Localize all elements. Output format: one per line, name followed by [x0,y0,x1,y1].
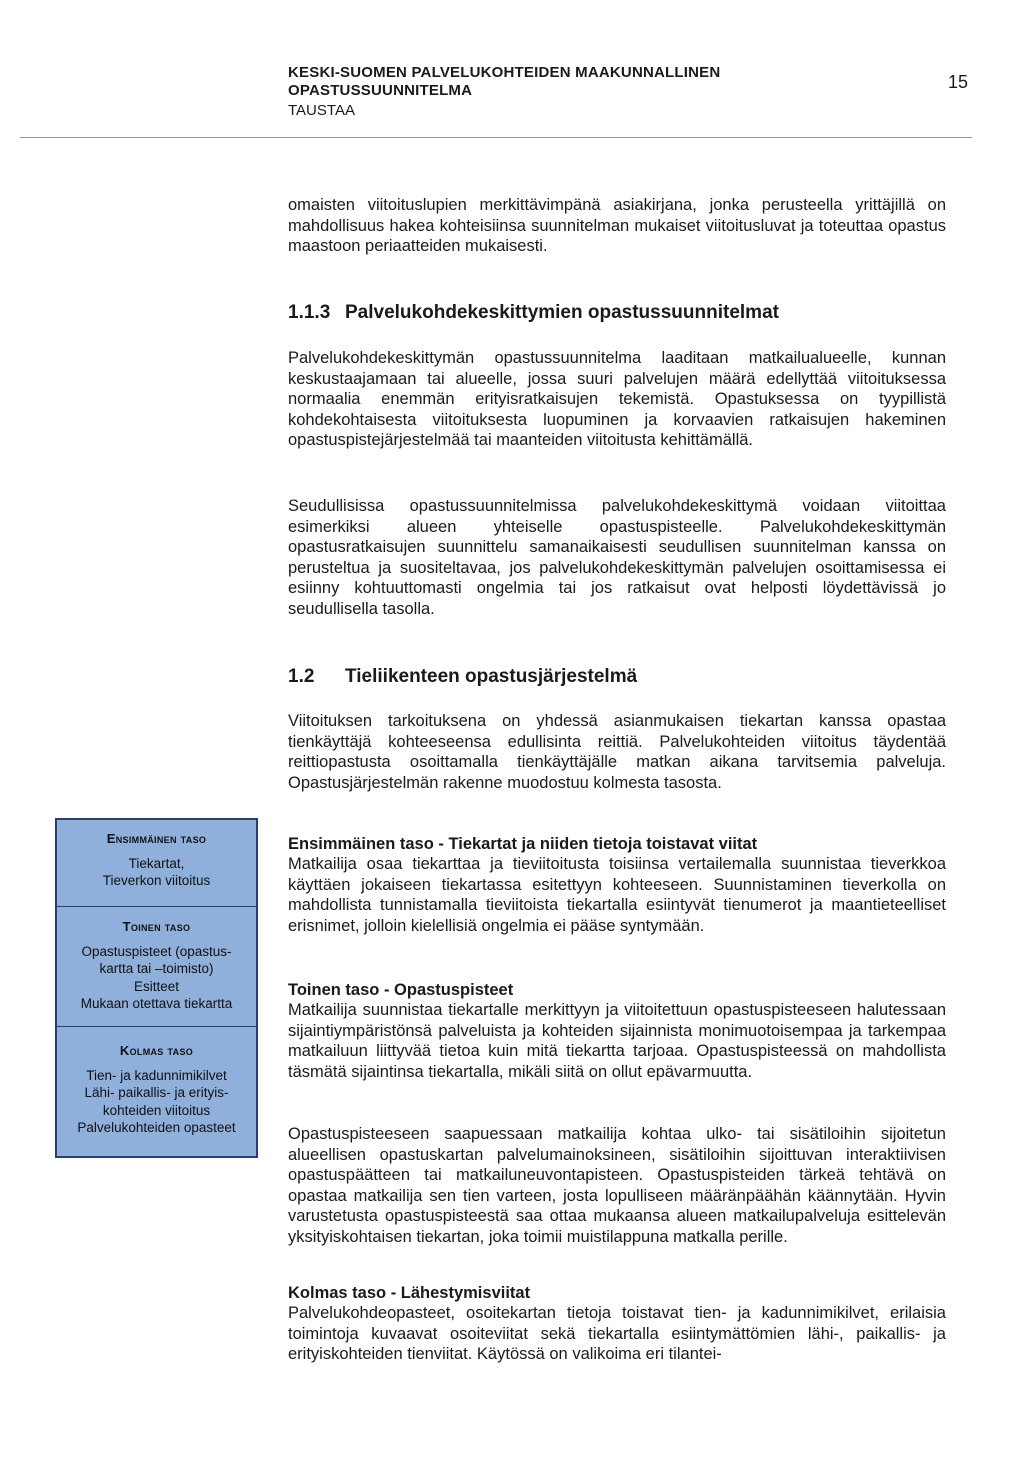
section-number: 1.2 [288,666,315,687]
box-level1-title: Ensimmäinen taso [106,831,207,846]
box-level2-line1: Opastuspisteet (opastus- [81,943,232,959]
section-number: 1.1.3 [288,302,331,323]
box-level3 [57,1042,256,1137]
section-heading-1-2 [288,666,637,688]
intro-paragraph: omaisten viitoituslupien merkittävimpänä asiakirjana, jonka perusteella yrittäjillä on mahdollisuus hakea kohteisiinsa suunnitelman mukaiset viitoitusluvat ja toteuttaa opastus maastoon periaatteiden mukaisesti. [288,196,946,256]
section-title: Tieliikenteen opastusjärjestelmä [345,666,638,687]
section-1-1-3-paragraph-1: Palvelukohdekeskittymän opastussuunnitelma laaditaan matkailualueelle, kunnan keskustaajamaan tai alueelle, jossa suuri palvelujen määrä edellyttää viitoituksessa normaalia enemmän erityisratkaisujen tekemistä. Opastuksessa on tyypillistä kohdekohtaisesta viitoituksesta luopuminen ja korvaavien ratkaisujen hakeminen opastuspistejärjestelmää tai maanteiden viitoitusta kehittämällä. [288,349,946,450]
box-level3-title: Kolmas taso [119,1043,194,1058]
header-subtitle: TAUSTAA [288,102,355,119]
page-header [288,64,968,121]
box-level3-line2: Lähi- paikallis- ja erityis- [84,1085,229,1100]
level2-text-1: Matkailija suunnistaa tiekartalle merkittyyn ja viitoitettuun opastuspisteeseen halutessaan sijaintiympäristönsä palveluista ja kohteiden sijainnista monimuotoisempaa ja tarkempaa matkailuun liittyvää tietoa kuin mitä tiekartta tarjoaa. Opastuspisteessä on mahdollista täsmätä sijaintinsa tiekartalla, mikäli siitä on ollut epävarmuutta. [288,1001,946,1081]
opastus-levels-box [55,818,258,1158]
box-level1-line1: Tiekartat, [128,855,185,871]
box-level1-line2: Tieverkon viitoitus [102,873,211,888]
section-heading-1-1-3 [288,302,779,324]
box-level2-title: Toinen taso [122,919,191,934]
section-title: Palvelukohdekeskittymien opastussuunnitelmat [345,302,779,323]
box-level2-line4: Mukaan otettava tiekartta [80,996,233,1011]
header-title-line1: KESKI-SUOMEN PALVELUKOHTEIDEN MAAKUNNALLINEN [288,64,721,81]
level2-heading: Toinen taso - Opastuspisteet [288,981,514,999]
level3-heading: Kolmas taso - Lähestymisviitat [288,1284,531,1302]
level2-text-2: Opastuspisteeseen saapuessaan matkailija kohtaa ulko- tai sisätiloihin sijoitetun alueellisen opastuskartan palvelumainoksineen, sisätiloihin sijoittuvan interaktiivisen opastuspäätteen tai matkailuneuvontapisteen. Opastuspisteiden tärkeä tehtävä on opastaa matkailija sen tien varteen, josta lopulliseen määränpäähän käännytään. Hyvin varustetusta opastuspisteestä saa ottaa mukaansa alueen matkailupalveluja esittelevän yksityiskohtaisen tiekartan, joka toimii muistilappuna matkalla perille. [288,1125,946,1246]
box-level1 [57,830,256,890]
level3-text: Palvelukohdeopasteet, osoitekartan tietoja toistavat tien- ja kadunnimikilvet, erilaisia toimintoja kuvaavat osoiteviitat sekä tiekartalla esiintymättömien lähi-, paikallis- ja erityiskohteiden tienviitat. Käytössä on valikoima eri tilantei- [288,1304,946,1364]
header-title-line2: OPASTUSSUUNNITELMA [288,82,473,99]
box-level3-line4: Palvelukohteiden opasteet [77,1120,236,1135]
box-divider-2 [57,1026,256,1027]
box-level3-line3: kohteiden viitoitus [102,1102,211,1118]
box-level2-line2: kartta tai –toimisto) [99,961,214,976]
box-level3-line1: Tien- ja kadunnimikilvet [86,1067,227,1083]
level1-text: Matkailija osaa tiekarttaa ja tieviitoitusta toisiinsa vertailemalla suunnistaa tieverkkoa käyttäen jokaiseen tiekartassa esitettyyn kohteeseen. Suunnistaminen tieverkolla on mahdollista tunnistamalla tieviitoista tiekartalla esiintyvät tienumerot ja maantieteelliset erisnimet, jolloin kielellisiä ongelmia ei pääse syntymään. [288,855,946,935]
box-divider-1 [57,906,256,907]
level1-heading: Ensimmäinen taso - Tiekartat ja niiden tietoja toistavat viitat [288,835,758,853]
section-1-1-3-paragraph-2: Seudullisissa opastussuunnitelmissa palvelukohdekeskittymä voidaan viitoittaa esimerkiksi alueen yhteiselle opastuspisteelle. Palvelukohdekeskittymän opastusratkaisujen suunnittelu samanaikaisesti seudullisen suunnitelman kanssa on perusteltua ja suositeltavaa, jos palvelukohdekeskittymän palvelujen osoittamisessa ei esiinny kohtuuttomasti ongelmia tai jos ratkaisut ovat helposti löydettävissä jo seudullisella tasolla. [288,497,946,618]
section-1-2-paragraph: Viitoituksen tarkoituksena on yhdessä asianmukaisen tiekartan kanssa opastaa tienkäyttäjä kohteeseensa edullisinta reittiä. Palvelukohteiden viitoitus täydentää reittiopastusta osoittamalla tienkäyttäjälle matkan aikana tarvitsemia palveluja. Opastusjärjestelmän rakenne muodostuu kolmesta tasosta. [288,712,946,792]
box-level2-line3: Esitteet [133,978,180,994]
box-level2 [57,918,256,1013]
page-number: 15 [947,72,968,92]
header-divider [20,137,972,138]
